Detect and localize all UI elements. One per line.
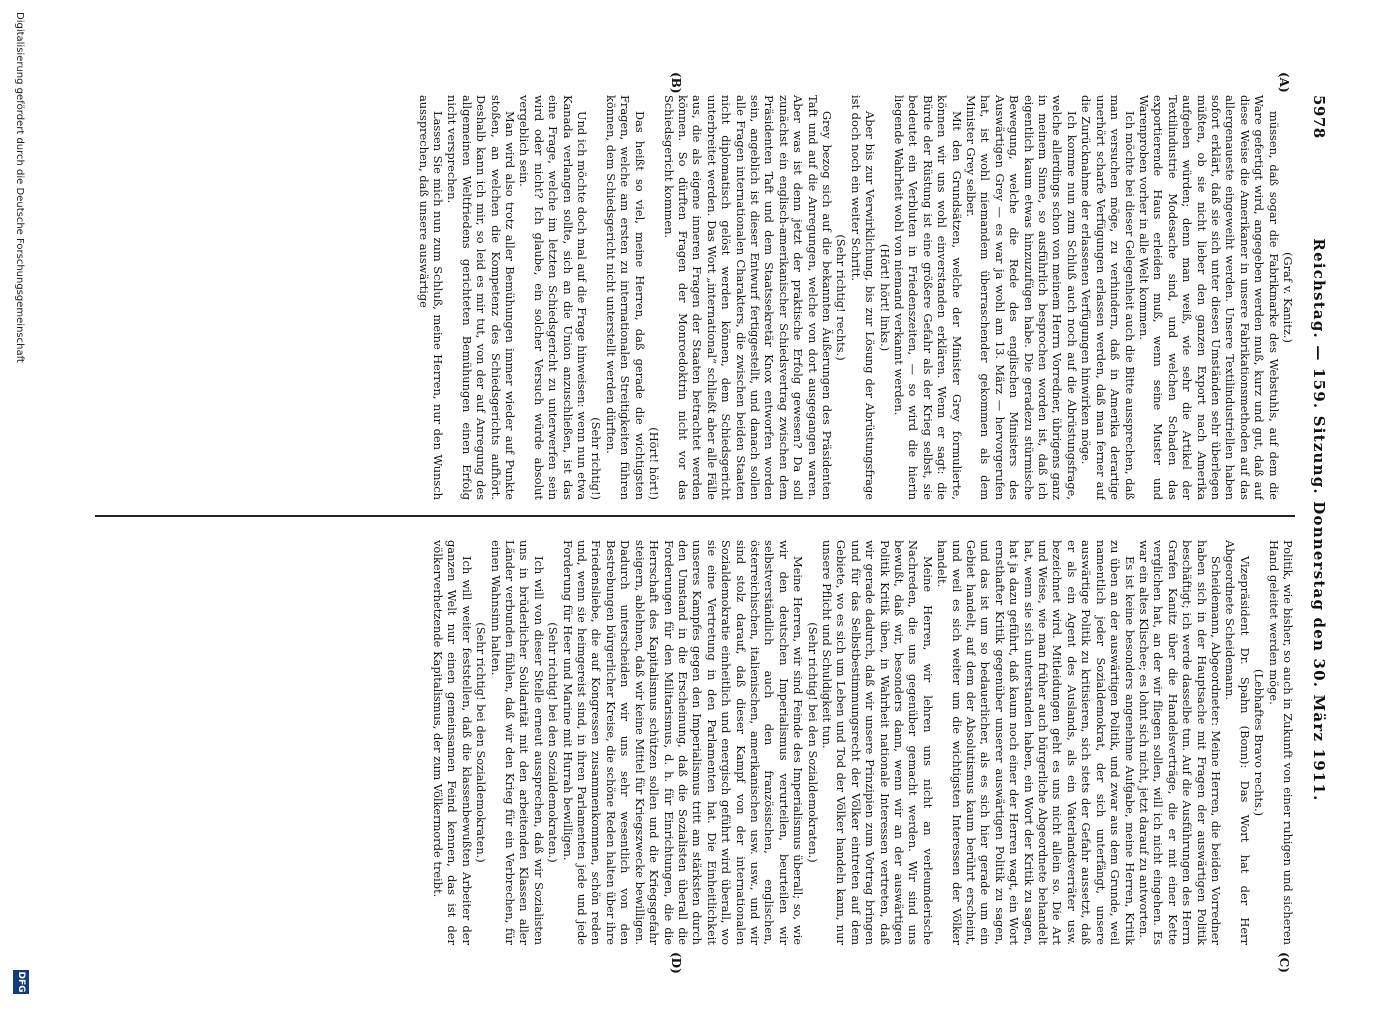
paragraph: Ich will weiter feststellen, daß die klassenbewußten Arbeiter der ganzen Welt nur einen gemeinsamen Feind kennen, das ist der völkerverhetzende Kapitalismus, der zum Völkermorde treibt. (431, 540, 474, 945)
dfg-logo: DFG (13, 970, 29, 994)
paragraph: Mit den Grundsätzen, welche der Minister Grey formulierte, können wir uns wohl einverstanden erklären. Wenn er sagt: die Bürde der Rüstung ist eine größere Gefahr als der Krieg selbst, sie bedeutet ein Verbluten in Friedenszeiten, — so wird die hierin liegende Wahrheit wohl von niemand verkannt werden. (892, 95, 964, 500)
paragraph: müssen, daß sogar die Fabrikmarke des Webstuhls, auf dem die Ware gefertigt wird, angegeben werden muß, kurz und gut, daß auf diese Weise die Amerikaner in unsere Fabrikationsmethoden auf das allergenaueste eingeweiht werden. Unsere Textilindustriellen haben sofort erklärt, daß sie sich unter diesen Umständen sehr überlegen müßten, ob sie nicht lieber den ganzen Export nach Amerika aufgeben würden; denn man weiß, wie sehr die Artikel der Textilindustrie Modesache sind, und welchen Schaden das exportierende Haus erleiden muß, wenn seine Muster und Warenproben vorher in alle Welt kommen. (1136, 95, 1281, 500)
paragraph: Politik, wie bisher, so auch in Zukunft von einer ruhigen und sicheren Hand geleitet werden möge. (1266, 540, 1295, 945)
speaker-tag: (Graf v. Kanitz.) (1281, 252, 1295, 343)
left-text-column (95, 95, 1295, 500)
paragraph: Ich möchte bei dieser Gelegenheit auch die Bitte aussprechen, daß man versuchen möge, zu verhindern, daß in Amerika derartige unerhört scharfe Verfügungen erlassen werden, daß man ferner auf die Zurücknahme der erlassenen Verfügungen hinwirken möge. (1079, 95, 1137, 500)
paragraph: Man wird also trotz aller Bemühungen immer wieder auf Punkte stoßen, an welchen die Kompetenz des Schiedsgerichts aufhört. Deshalb kann ich mir, so leid es mir tut, von der auf Anregung des allgemeinen Weltfriedens gerichteten Bemühungen einen Erfolg nicht versprechen. (445, 95, 518, 500)
column-divider (95, 515, 1295, 517)
interjection: (Sehr richtig!) (589, 417, 604, 500)
page-title: Reichstag. — 159. Sitzung. Donnerstag den 30. März 1911. (1310, 238, 1328, 802)
paragraph: Meine Herren, wir sind Feinde des Imperialismus überall; so, wie wir den deutschen Imperialismus verurteilen, beurteilen wir selbstverständlich auch den französischen, englischen, österreichischen, italienischen, amerikanischen usw. usw., und wir sind stolz darauf, daß dieser Kampf von der internationalen Sozialdemokratie einheitlich und energisch geführt wird überall, wo sie eine Vertretung in den Parlamenten hat. Die Einheitlichkeit unseres Kampfes gegen den Imperialismus tritt am stärksten durch den Umstand in die Erscheinung, daß die Sozialisten überall die Forderungen für den Militarismus, d. h. für Einrichtungen, die die Herrschaft des Kapitalismus schützen sollen und die Kriegsgefahr steigern, ablehnen, daß wir keine Mittel für Kriegszwecke bewilligen. Dadurch unterscheiden wir uns sehr wesentlich von den Bestrebungen bürgerlicher Kreise, die schöne Reden halten über ihre Friedensliebe, die auf Kongressen zusammenkommen, schön reden und, wenn sie heimgereist sind, in ihren Parlamenten jede und jede Forderung für Heer und Marine mit Hurrah bewilligen. (560, 540, 806, 945)
interjection: (Hört! hört!) (647, 427, 662, 500)
paragraph: Meine Herren, wir lehren uns nicht an verleumderische Nachreden, die uns gegenüber gemacht werden. Wir sind uns bewußt, daß wir, besonders dann, wenn wir an der auswärtigen Politik Kritik üben, in Wahrheit nationale Interessen vertreten, daß wir gerade dadurch, daß wir unsere Prinzipien zum Vortrag bringen und für das Selbstbestimmungsrecht der Völker eintreten auf dem Gebiete, wo es sich um Leben und Tod der Völker handeln kann, nur unsere Pflicht und Schuldigkeit tun. (820, 540, 935, 945)
margin-marker-d: (D) (669, 952, 683, 974)
margin-marker-a: (A) (1277, 72, 1291, 93)
paragraph: Vizepräsident Dr. Spahn (Bonn): Das Wort hat der Herr Abgeordnete Scheidemann. (1223, 540, 1252, 945)
paragraph: Aber bis zur Verwirklichung, bis zur Lösung der Abrüstungsfrage ist doch noch ein weiter Schritt. (848, 95, 878, 500)
paragraph: Scheidemann, Abgeordneter: Meine Herren, die beiden Vorredner haben sich in der Hauptsache mit Fragen der auswärtigen Politik beschäftigt; ich werde dasselbe tun. Auf die Ausführungen des Herrn Grafen Kanitz über die Handelsverträge, die er mit einer Kette verglichen hat, an der wir fliegen sollen, will ich nicht eingehen. Es war ein altes Klischee; es lohnt sich nicht, jetzt darauf zu antworten. (1136, 540, 1223, 945)
page-header (1300, 95, 1328, 945)
paragraph: Und ich möchte doch mal auf die Frage hinweisen: wenn nun etwa Kanada verlangen sollte, sich an die Union anzuschließen, ist das eine Frage, welche im letzten Schiedsgericht zu unterwerfen sein wird oder nicht? Ich glaube, ein solcher Versuch würde absolut vergeblich sein. (517, 95, 590, 500)
paragraph: Ich will von dieser Stelle erneut aussprechen, daß wir Sozialisten uns in brüderlicher Solidarität mit den arbeitenden Klassen aller Länder verbunden fühlen, daß wir den Krieg für ein Verbrechen, für einen Wahnsinn halten. (488, 540, 546, 945)
interjection: (Sehr richtig! bei den Sozialdemokraten.) (546, 622, 561, 863)
paragraph: Das heißt so viel, meine Herren, daß gerade die wichtigsten Fragen, welche am ersten zu internationalen Streitigkeiten führen können, dem Schiedsgericht nicht unterstellt werden dürften. (603, 95, 647, 500)
paragraph: Lassen Sie mich nun zum Schluß, meine Herren, nur den Wunsch aussprechen, daß unsere auswärtige (416, 95, 446, 500)
right-text-column (95, 540, 1295, 945)
interjection: (Hört! hört! links.) (877, 243, 892, 352)
page-number: 5978 (1310, 95, 1328, 139)
paragraph: Grey bezog sich auf die bekannten Äußerungen des Präsidenten Taft und auf die Anregungen, welche von dort ausgegangen waren. Aber was ist denn jetzt der praktische Erfolg gewesen? Da soll zunächst ein englisch-amerikanischer Schiedsvertrag zwischen dem Präsidenten Taft und dem Staatssekretär Knox entworfen worden sein, angeblich ist dieser Entwurf fertiggestellt, und danach sollen alle Fragen internationalen Charakters, die zwischen beiden Staaten nicht diplomatisch gelöst werden können, dem Schiedsgericht unterbreitet werden. Das Wort „international“ schließt aber alle Fälle aus, die als eigene inneren Fragen der Staaten betrachtet werden können. So dürften Fragen der Monroedoktrin nicht vor das Schiedsgericht kommen. (661, 95, 834, 500)
paragraph: Ich komme nun zum Schluß auch noch auf die Abrüstungsfrage, welche allerdings schon von meinem Herrn Vorredner, übrigens ganz in meinem Sinne, so ausführlich besprochen worden ist, daß ich eigentlich kaum etwas hinzuzufügen habe. Die geradezu stürmische Bewegung, welche die Rede des englischen Ministers des Auswärtigen Grey — es war ja wohl am 13. März — hervorgerufen hat, ist wohl niemandem überraschender gekommen als dem Minister Grey selber. (964, 95, 1079, 500)
interjection: (Sehr richtig! rechts.) (834, 234, 849, 361)
interjection: (Lebhaftes Bravo rechts.) (1252, 668, 1267, 817)
digitization-credit: Digitalisierung gefördert durch die Deutsche Forschungsgemeinschaft (14, 12, 25, 363)
margin-marker-c: (C) (1277, 952, 1291, 973)
paragraph: Es ist keine besonders angenehme Aufgabe, meine Herren, Kritik zu üben an der auswärtigen Politik, und zwar aus dem Grunde, weil namentlich jeder Sozialdemokrat, der sich unterfängt, unsere auswärtige Politik zu kritisieren, sich stets der Gefahr aussetzt, daß er als ein Agent des Auslands, als ein Vaterlandsverräter usw. bezeichnet wird. Mitleidungen geht es uns nicht allein so. Die Art und Weise, wie man früher auch bürgerliche Abgeordnete behandelt hat, wenn sie sich unterstanden haben, ein Wort der Kritik zu sagen, hat ja dazu geführt, daß kaum noch einer der Herren wagt, ein Wort ernsthafter Kritik gegenüber unserer auswärtigen Politik zu sagen, und das ist um so bedauerlicher, als es sich hier gerade um ein Gebiet handelt, auf dem der Absolutismus kaum berührt erscheint, und weil es sich weiter um die wichtigsten Interessen der Völker handelt. (935, 540, 1137, 945)
interjection: (Sehr richtig! bei den Sozialdemokraten.) (474, 622, 489, 863)
margin-marker-b: (B) (669, 72, 683, 94)
interjection: (Sehr richtig! bei den Sozialdemokraten.) (805, 622, 820, 863)
